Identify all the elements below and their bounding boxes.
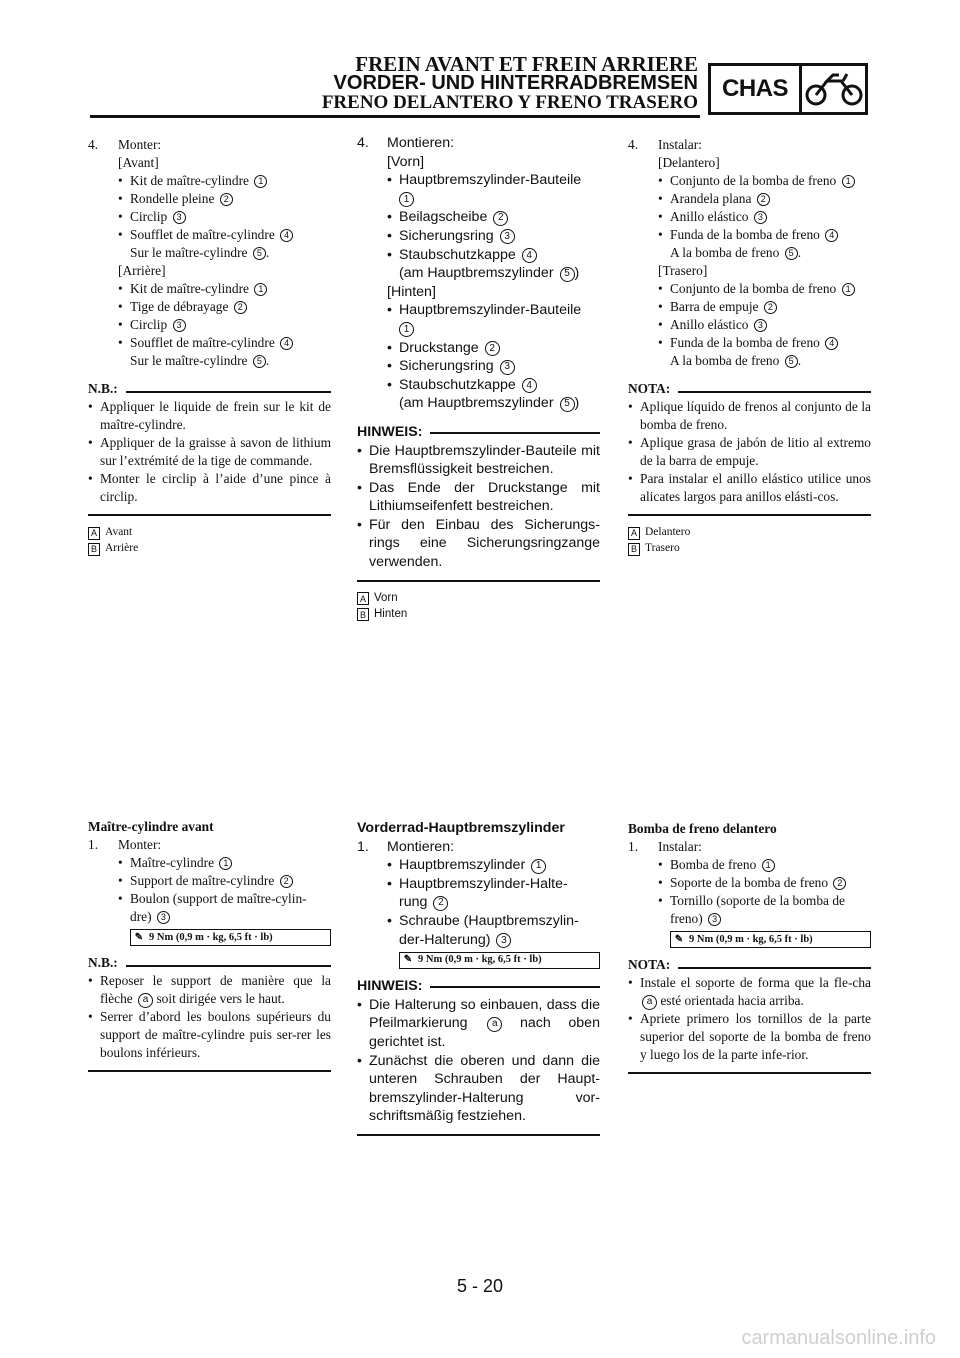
list-item: • Beilagscheibe 2	[357, 208, 600, 227]
list-item: • Soufflet de maître-cylindre 4	[88, 226, 331, 244]
watermark: carmanualsonline.info	[741, 1327, 936, 1349]
list-item: • Staubschutzkappe 4	[357, 376, 600, 395]
note-end-rule	[88, 1070, 331, 1072]
torque-spec: ✎ 9 Nm (0,9 m · kg, 6,5 ft · lb)	[670, 931, 871, 948]
list-item: • Tige de débrayage 2	[88, 298, 331, 316]
list-item: • Hauptbremszylinder 1	[357, 856, 600, 875]
note-heading: N.B.:	[88, 380, 331, 398]
list-item: • Funda de la bomba de freno 4	[628, 226, 871, 244]
step-number: 4.	[357, 135, 369, 151]
list-item-note: A la bomba de freno 5 .	[670, 353, 802, 368]
list-item: • Funda de la bomba de freno 4	[628, 334, 871, 352]
french-master-cylinder-section: Maître-cylindre avant 1. Monter: • Maître-cylindre 1 • Support de maître-cylindre 2 • Boulon (support de maître-cylin- dre) 3 ✎ 9 Nm (0,9 m · kg, 6,5 ft · lb) N.B.: • Reposer le support de manière que la flèche a soit dirigée vers le haut. • Serrer d’abord les boulons supérieurs du support de maître-cylindre puis ser-rer les boulons inférieurs.	[88, 818, 331, 1072]
step-label: Monter:	[118, 137, 162, 152]
note-item: • Aplique líquido de frenos al conjunto de la bomba de freno.	[628, 398, 871, 434]
note-end-rule	[628, 514, 871, 516]
step-number: 4.	[88, 137, 99, 152]
note-item: • Para instalar el anillo elástico utilice unos alicates largos para anillos elásti-cos.	[628, 470, 871, 506]
note-item: • Die Hauptbremszylinder-Bauteile mit Bremsflüssigkeit bestreichen.	[357, 442, 600, 479]
front-label: [Avant]	[118, 155, 159, 170]
note-item: • Aplique grasa de jabón de litio al extremo de la barra de empuje.	[628, 434, 871, 470]
note-heading: HINWEIS:	[357, 423, 600, 442]
note-end-rule	[88, 514, 331, 516]
note-heading: NOTA:	[628, 956, 871, 974]
note-end-rule	[357, 1134, 600, 1136]
list-item: • Druckstange 2	[357, 339, 600, 358]
step-number: 4.	[628, 137, 639, 152]
german-master-cylinder-section: Vorderrad-Hauptbremszylinder 1. Montieren: • Hauptbremszylinder 1 • Hauptbremszylinder-Halte- rung 2 • Schraube (Hauptbremszylin- der-Halterung) 3 ✎ 9 Nm (0,9 m · kg, 6,5 ft · lb) HINWEIS: • Die Halterung so einbauen, dass die Pfeilmarkierung a nach oben gerichtet ist. • Zunächst die oberen und dann die unteren Schrauben der Haupt-bremszylinder-Halterung vor-schriftsmäßig festziehen.	[357, 819, 600, 1136]
rear-label: [Trasero]	[658, 263, 708, 278]
list-item: • Anillo elástico 3	[628, 208, 871, 226]
list-item-note: (am Hauptbremszylinder 5 )	[399, 265, 580, 282]
list-item: • Hauptbremszylinder-Bauteile 1	[357, 301, 600, 338]
list-item: • Schraube (Hauptbremszylin-	[357, 912, 600, 931]
list-item-note: freno) 3	[628, 910, 871, 928]
step-label: Instalar:	[658, 137, 702, 152]
list-item-note: dre) 3	[88, 908, 331, 926]
list-item: • Arandela plana 2	[628, 190, 871, 208]
title-french: FREIN AVANT ET FREIN ARRIERE	[355, 52, 698, 76]
list-item: • Staubschutzkappe 4	[357, 246, 600, 265]
note-item: • Serrer d’abord les boulons supérieurs du support de maître-cylindre puis ser-rer les boulons inférieurs.	[88, 1008, 331, 1062]
list-item: • Rondelle pleine 2	[88, 190, 331, 208]
list-item: • Kit de maître-cylindre 1	[88, 172, 331, 190]
note-item: • Reposer le support de manière que la flèche a soit dirigée vers le haut.	[88, 972, 331, 1008]
legend: A Delantero B Trasero	[628, 524, 871, 556]
front-label: [Vorn]	[387, 153, 425, 170]
list-item: • Soufflet de maître-cylindre 4	[88, 334, 331, 352]
torque-spec: ✎ 9 Nm (0,9 m · kg, 6,5 ft · lb)	[130, 929, 331, 946]
legend: A Vorn B Hinten	[357, 590, 600, 622]
list-item: • Conjunto de la bomba de freno 1	[628, 172, 871, 190]
spanish-install-section	[628, 136, 871, 556]
list-item: • Conjunto de la bomba de freno 1	[628, 280, 871, 298]
list-item: • Tornillo (soporte de la bomba de	[628, 892, 871, 910]
note-item: • Instale el soporte de forma que la fle-cha a esté orientada hacia arriba.	[628, 974, 871, 1010]
front-label: [Delantero]	[658, 155, 720, 170]
list-item: • Anillo elástico 3	[628, 316, 871, 334]
note-heading: N.B.:	[88, 954, 331, 972]
french-install-section	[88, 136, 331, 556]
german-install-section	[357, 134, 600, 622]
list-item: • Soporte de la bomba de freno 2	[628, 874, 871, 892]
list-item-note: Sur le maître-cylindre 5 .	[130, 353, 270, 368]
note-heading: HINWEIS:	[357, 977, 600, 996]
list-item: • Maître-cylindre 1	[88, 854, 331, 872]
note-item: • Monter le circlip à l’aide d’une pince à circlip.	[88, 470, 331, 506]
list-item: • Bomba de freno 1	[628, 856, 871, 874]
list-item: • Hauptbremszylinder-Halte-	[357, 875, 600, 894]
list-item-note: A la bomba de freno 5 .	[670, 245, 802, 260]
wrench-icon: ✎	[134, 931, 144, 943]
list-item-note: rung 2	[357, 893, 600, 912]
note-heading: NOTA:	[628, 380, 871, 398]
motorcycle-icon	[802, 66, 865, 112]
page-number: 5 - 20	[456, 1276, 504, 1296]
list-item: • Support de maître-cylindre 2	[88, 872, 331, 890]
list-item-note: Sur le maître-cylindre 5 .	[130, 245, 270, 260]
note-item: • Das Ende der Druckstange mit Lithiumseifenfett bestreichen.	[357, 479, 600, 516]
torque-spec: ✎ 9 Nm (0,9 m · kg, 6,5 ft · lb)	[399, 952, 600, 969]
list-item-note: der-Halterung) 3	[357, 931, 600, 950]
rear-label: [Hinten]	[387, 283, 436, 300]
list-item: • Kit de maître-cylindre 1	[88, 280, 331, 298]
rear-label: [Arrière]	[118, 263, 166, 278]
list-item: • Circlip 3	[88, 316, 331, 334]
list-item-note: (am Hauptbremszylinder 5 )	[399, 395, 580, 412]
legend: A Avant B Arrière	[88, 524, 331, 556]
chas-label: CHAS	[711, 66, 802, 112]
list-item: • Barra de empuje 2	[628, 298, 871, 316]
title-german: VORDER- UND HINTERRADBREMSEN	[333, 72, 698, 94]
section-title: Bomba de freno delantero	[628, 821, 777, 836]
note-item: • Für den Einbau des Sicherungs-rings eine Sicherungsringzange verwenden.	[357, 516, 600, 572]
step-label: Montieren:	[387, 135, 455, 151]
list-item: • Sicherungsring 3	[357, 227, 600, 246]
list-item: • Boulon (support de maître-cylin-	[88, 890, 331, 908]
wrench-icon: ✎	[674, 933, 684, 945]
list-item: • Circlip 3	[88, 208, 331, 226]
note-item: • Zunächst die oberen und dann die unteren Schrauben der Haupt-bremszylinder-Halterung vor-schriftsmäßig festziehen.	[357, 1052, 600, 1126]
note-item: • Die Halterung so einbauen, dass die Pfeilmarkierung a nach oben gerichtet ist.	[357, 996, 600, 1052]
section-title: Vorderrad-Hauptbremszylinder	[357, 820, 565, 836]
list-item: • Sicherungsring 3	[357, 357, 600, 376]
note-item: • Appliquer de la graisse à savon de lithium sur l’extrémité de la tige de commande.	[88, 434, 331, 470]
note-end-rule	[628, 1072, 871, 1074]
header-rule	[90, 115, 700, 118]
note-end-rule	[357, 580, 600, 582]
section-title: Maître-cylindre avant	[88, 819, 214, 834]
title-spanish: FRENO DELANTERO Y FRENO TRASERO	[321, 92, 698, 113]
list-item: • Hauptbremszylinder-Bauteile 1	[357, 171, 600, 208]
section-badge	[708, 63, 868, 115]
note-item: • Appliquer le liquide de frein sur le kit de maître-cylindre.	[88, 398, 331, 434]
spanish-master-cylinder-section: Bomba de freno delantero 1. Instalar: • Bomba de freno 1 • Soporte de la bomba de freno 2 • Tornillo (soporte de la bomba de freno) 3 ✎ 9 Nm (0,9 m · kg, 6,5 ft · lb) NOTA: • Instale el soporte de forma que la fle-cha a esté orientada hacia arriba. • Apriete primero los tornillos de la parte superior del soporte de la bomba de freno y luego los de la parte infe-rior.	[628, 820, 871, 1074]
wrench-icon: ✎	[403, 954, 413, 966]
note-item: • Apriete primero los tornillos de la parte superior del soporte de la bomba de freno y luego los de la parte infe-rior.	[628, 1010, 871, 1064]
